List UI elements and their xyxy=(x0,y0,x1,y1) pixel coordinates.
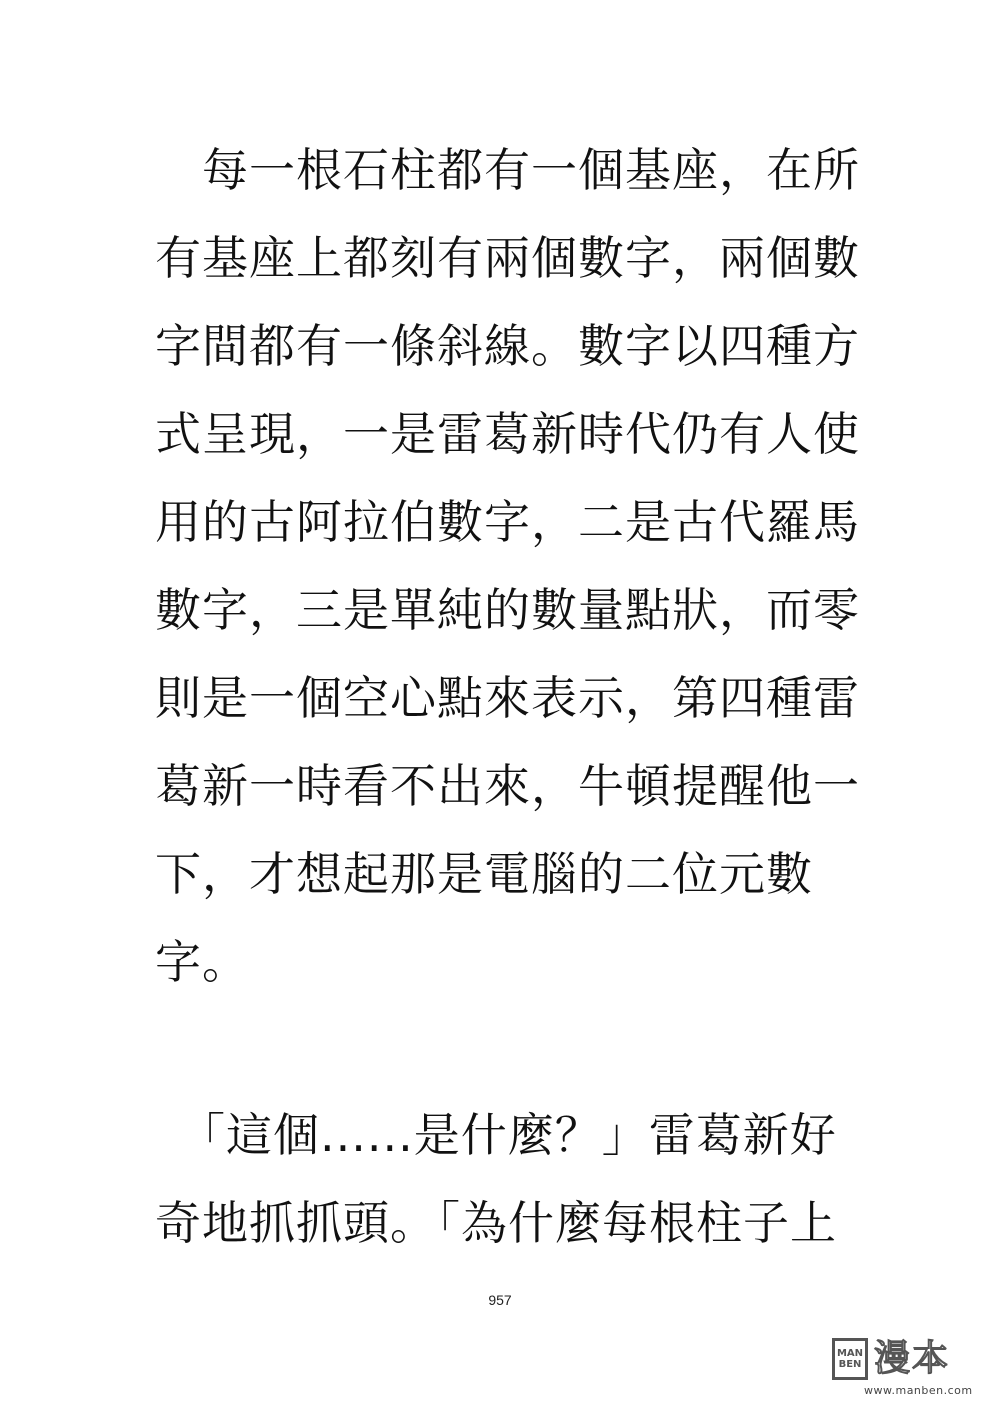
text-line: 字。 xyxy=(155,935,249,989)
text-line: 葛新一時看不出來，牛頓提醒他一 xyxy=(155,759,860,813)
text-line: 每一根石柱都有一個基座，在所 xyxy=(155,143,860,197)
text-line: 下，才想起那是電腦的二位元數 xyxy=(155,847,813,901)
text-line: 則是一個空心點來表示，第四種雷 xyxy=(155,671,860,725)
text-line: 式呈現，一是雷葛新時代仍有人使 xyxy=(155,407,860,461)
watermark-logo-top: MAN xyxy=(836,1348,864,1359)
text-line: 「這個......是什麼？」雷葛新好 xyxy=(155,1108,837,1162)
watermark-logo xyxy=(832,1338,868,1380)
watermark-logo-bottom: BEN xyxy=(838,1359,862,1370)
text-line: 數字，三是單純的數量點狀，而零 xyxy=(155,583,860,637)
page-number: 957 xyxy=(488,1292,512,1308)
watermark-chars: 漫本 xyxy=(874,1338,951,1379)
text-line: 有基座上都刻有兩個數字，兩個數 xyxy=(155,231,860,285)
text-line: 用的古阿拉伯數字，二是古代羅馬 xyxy=(155,495,860,549)
text-line: 字間都有一條斜線。數字以四種方 xyxy=(155,319,860,373)
watermark-url: www.manben.com xyxy=(864,1384,973,1397)
text-line: 奇地抓抓頭。「為什麼每根柱子上 xyxy=(155,1196,837,1250)
watermark xyxy=(830,1336,980,1398)
